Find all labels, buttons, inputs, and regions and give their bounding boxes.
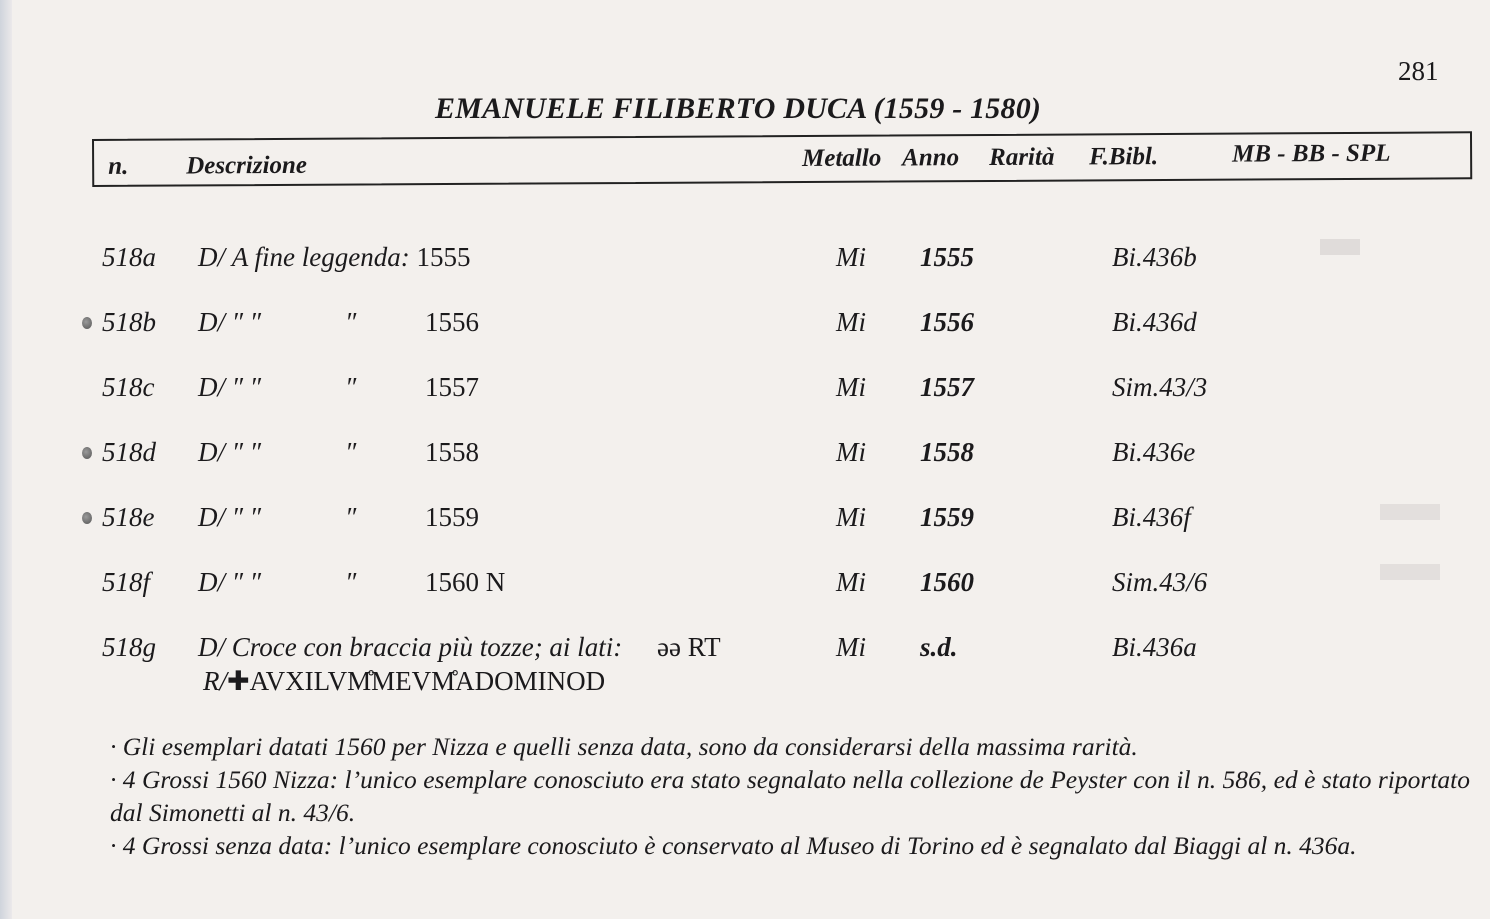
header-num: n.: [108, 152, 129, 180]
description-text: Croce con braccia più tozze; ai lati:: [231, 632, 623, 662]
ditto-mark: ″: [345, 307, 357, 337]
row-number: 518e: [102, 502, 154, 533]
row-number: 518c: [102, 372, 155, 402]
row-description: [198, 307, 261, 338]
mark-dot-icon: [82, 512, 92, 524]
ditto-mark: ″: [345, 567, 357, 597]
row-number: 518a: [102, 242, 156, 272]
reverse-prefix: R/: [203, 666, 227, 696]
ditto-mark: ″: [345, 372, 357, 402]
ditto-marks: ″ ″: [231, 437, 261, 467]
obverse-prefix: D/: [198, 307, 225, 337]
row-metal: Mi: [836, 502, 866, 532]
row-metal: Mi: [836, 567, 866, 597]
row-year: 1560: [920, 567, 974, 597]
row-bibliography: Bi.436b: [1112, 242, 1197, 272]
footnote: · 4 Grossi senza data: l’unico esemplare conosciuto è conservato al Museo di Torino ed è segnalato dal Biaggi al n. 436a.: [110, 831, 1357, 860]
mark-dot-icon: [82, 447, 92, 459]
ditto-marks: ″ ″: [231, 567, 261, 597]
row-year: 1556: [920, 307, 974, 337]
row-metal: Mi: [836, 372, 866, 402]
row-description: [198, 502, 261, 533]
row-number: 518g: [102, 632, 156, 662]
header-rarity: Rarità: [989, 143, 1055, 171]
row-metal: Mi: [836, 242, 866, 272]
row-metal: Mi: [836, 437, 866, 467]
footnote: · 4 Grossi 1560 Nizza: l’unico esemplare conosciuto era stato segnalato nella collezione de Peyster con il n. 586, ed è stato riportato dal Simonetti al n. 43/6.: [110, 765, 1470, 827]
ditto-marks: ″ ″: [231, 502, 261, 532]
description-value: 1555: [416, 242, 471, 272]
row-description: [198, 567, 261, 598]
row-bibliography: Bi.436e: [1112, 437, 1196, 467]
description-value: 1558: [425, 437, 479, 467]
header-metal: Metallo: [802, 144, 882, 173]
description-value: 1559: [425, 502, 479, 532]
row-year: 1557: [920, 372, 974, 402]
row-number: 518f: [102, 567, 151, 597]
show-through-block: [1380, 500, 1440, 526]
description-value: 1560 N: [425, 567, 506, 597]
ditto-mark: ″: [345, 437, 357, 467]
row-bibliography: Sim.43/6: [1112, 567, 1208, 597]
obverse-prefix: D/: [198, 242, 225, 272]
row-bibliography: Bi.436f: [1112, 502, 1191, 532]
row-description: [198, 632, 622, 663]
obverse-prefix: D/: [198, 437, 225, 467]
row-number: 518d: [102, 437, 156, 468]
row-metal: Mi: [836, 307, 866, 337]
row-metal: Mi: [836, 632, 866, 662]
row-description: [198, 242, 470, 273]
header-year: Anno: [902, 144, 960, 172]
page-number: 281: [1398, 56, 1439, 86]
row-year: 1558: [920, 437, 974, 467]
header-bibl: F.Bibl.: [1089, 143, 1159, 171]
row-number: 518b: [102, 307, 156, 338]
table-header: [92, 131, 1472, 187]
row-bibliography: Bi.436a: [1112, 632, 1197, 662]
obverse-prefix: D/: [198, 567, 225, 597]
reverse-description: [203, 666, 605, 697]
row-year: 1555: [920, 242, 974, 272]
show-through-block: [1380, 560, 1440, 586]
header-description: Descrizione: [186, 151, 308, 180]
description-value: 1556: [425, 307, 479, 337]
cross-icon: ✚: [227, 666, 250, 696]
page-title: EMANUELE FILIBERTO DUCA (1559 - 1580): [435, 92, 1042, 125]
row-year: s.d.: [920, 632, 958, 662]
ditto-mark: ″: [345, 502, 357, 532]
row-description: [198, 372, 261, 403]
row-bibliography: Sim.43/3: [1112, 372, 1208, 402]
row-bibliography: Bi.436d: [1112, 307, 1197, 337]
ditto-marks: ″ ″: [231, 372, 261, 402]
obverse-prefix: D/: [198, 502, 225, 532]
header-grades: MB - BB - SPL: [1232, 139, 1391, 168]
ditto-marks: ″ ″: [231, 307, 261, 337]
description-value: 1557: [425, 372, 479, 402]
footnotes: [110, 730, 1470, 862]
reverse-legend: AVXILVM̊MEVM̊ADOMINOD: [249, 666, 606, 696]
row-year: 1559: [920, 502, 974, 532]
obverse-prefix: D/: [198, 372, 225, 402]
page-gutter-shadow: [0, 0, 12, 919]
show-through-block: [1320, 235, 1360, 261]
description-text: A fine leggenda:: [231, 242, 410, 272]
obverse-prefix: D/: [198, 632, 225, 662]
row-description: [198, 437, 261, 468]
description-value: ǝǝ RT: [657, 632, 721, 662]
footnote: · Gli esemplari datati 1560 per Nizza e quelli senza data, sono da considerarsi della massima rarità.: [110, 732, 1138, 761]
mark-dot-icon: [82, 317, 92, 329]
